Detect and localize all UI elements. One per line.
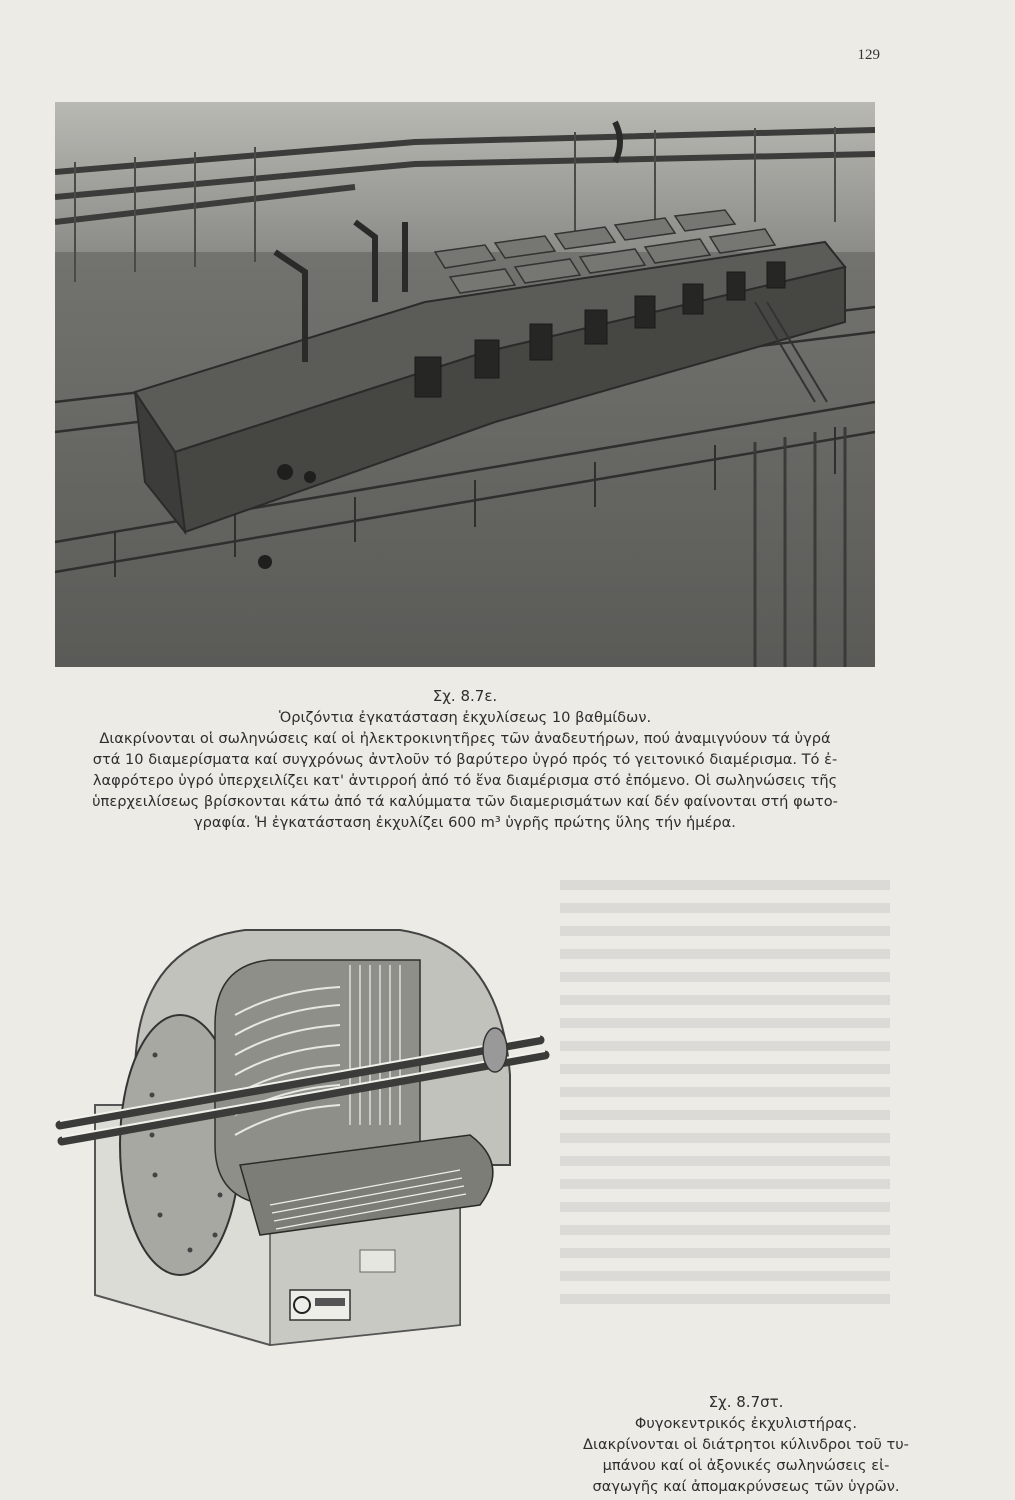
figure-1-line: ὑπερχειλίσεως βρίσκονται κάτω ἀπό τά καλύμματα τῶν διαμερισμάτων καί δέν φαίνονται στή φωτο-	[92, 793, 838, 810]
figure-1-line: Διακρίνονται οἱ σωληνώσεις καί οἱ ἠλεκτροκινητῆρες τῶν ἀναδευτήρων, πού ἀναμιγνύουν τά ὑγρά	[99, 730, 831, 747]
figure-1-title: Ὁριζόντια ἐγκατάσταση ἐκχυλίσεως 10 βαθμίδων.	[278, 709, 652, 726]
figure-1-id: Σχ. 8.7ε.	[432, 687, 498, 705]
figure-2-line: σαγωγῆς καί ἀπομακρύνσεως τῶν ὑγρῶν.	[592, 1478, 900, 1495]
figure-1-line: λαφρότερο ὑγρό ὑπερχειλίζει κατ' ἀντιρροή ἀπό τό ἕνα διαμέρισμα στό ἑπόμενο. Οἱ σωληνώσεις τῆς	[92, 772, 838, 789]
figure-1-caption	[55, 686, 875, 833]
figure-1-line: γραφία. Ἡ ἐγκατάσταση ἐκχυλίζει 600 m³ ὑγρῆς πρώτης ὕλης τήν ἡμέρα.	[194, 814, 736, 831]
figure-1-line: στά 10 διαμερίσματα καί συγχρόνως ἀντλοῦν τό βαρύτερο ὑγρό πρός τό γειτονικό διαμέρισμα. Τό ἐ-	[92, 751, 838, 768]
figure-2-title: Φυγοκεντρικός ἐκχυλιστήρας.	[634, 1415, 858, 1432]
figure-2-id: Σχ. 8.7στ.	[708, 1393, 784, 1411]
centrifugal-extractor-drawing	[40, 905, 580, 1365]
figure-2-line: μπάνου καί οἱ ἀξονικές σωληνώσεις εἰ-	[602, 1457, 890, 1474]
page-number: 129	[857, 47, 880, 63]
figure-2-line: Διακρίνονται οἱ διάτρητοι κύλινδροι τοῦ τυ-	[583, 1436, 909, 1453]
reverse-page-show-through	[560, 880, 890, 1310]
extraction-plant-photo	[55, 102, 875, 667]
figure-2-caption	[560, 1392, 932, 1497]
